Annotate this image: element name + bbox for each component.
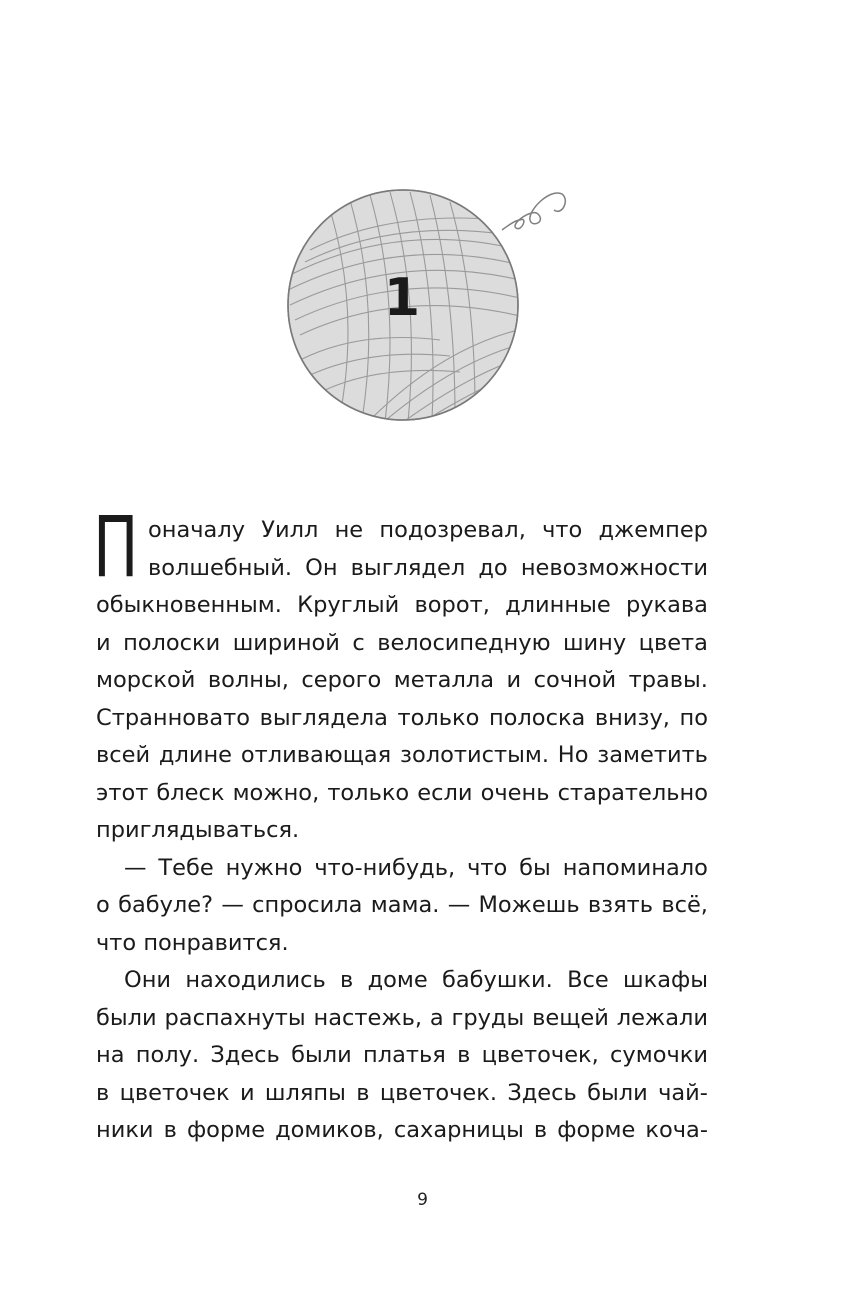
word: сумочки [610, 1042, 708, 1068]
word: форме [557, 1117, 636, 1143]
word: форме [186, 1117, 266, 1143]
word: очень [480, 779, 550, 806]
word: находились [185, 967, 326, 993]
word: по [679, 704, 708, 731]
word: цветочек, [481, 1042, 599, 1068]
text-line [96, 625, 708, 663]
word: волны, [207, 667, 289, 693]
word: груды [451, 1004, 525, 1031]
word: бабушки. [441, 967, 553, 993]
word: доме [367, 967, 428, 993]
word: всей [96, 742, 151, 768]
word: отливающая [240, 742, 392, 768]
text-line [96, 962, 708, 1000]
word: в [356, 1079, 370, 1106]
word: в [96, 1079, 110, 1106]
word: рукава [625, 592, 708, 618]
word: распахнуты [164, 1004, 306, 1031]
word: шляпы [264, 1079, 346, 1106]
word: что-нибудь, [314, 854, 456, 881]
text-line [96, 775, 708, 813]
word: только [397, 704, 480, 731]
word: на [96, 1042, 125, 1068]
word: травы. [628, 667, 708, 693]
word: — [124, 854, 147, 881]
word: о [96, 892, 110, 918]
word: что [467, 854, 508, 881]
word: вещей [532, 1004, 609, 1031]
word: джемпер [598, 517, 708, 543]
word: выглядела [259, 704, 388, 731]
word: были [587, 1079, 648, 1106]
text-line: что понравится. [96, 929, 289, 956]
word: — [447, 892, 471, 918]
text-line [96, 1000, 708, 1038]
word: и [96, 629, 111, 656]
word: оначалу [148, 517, 246, 543]
word: обыкновенным. [96, 592, 282, 618]
body-text [96, 512, 708, 1150]
drop-cap: П [93, 498, 139, 596]
word: полоска [488, 704, 586, 731]
word: внизу, [594, 704, 670, 731]
word: можно, [232, 779, 320, 806]
text-line [96, 1112, 708, 1150]
paragraph [96, 512, 708, 850]
paragraph [96, 850, 708, 963]
word: Все [567, 967, 609, 993]
word: блеск [156, 779, 225, 806]
word: сочной [533, 667, 617, 693]
text-line [96, 550, 708, 588]
word: невозможности [520, 554, 708, 581]
word: бабуле? [118, 892, 214, 918]
word: велосипедную [377, 629, 551, 656]
word: с [352, 629, 365, 656]
word: до [478, 554, 508, 581]
text-line [96, 887, 708, 925]
word: и [239, 1079, 255, 1106]
word: а [429, 1004, 444, 1031]
word: Здесь [507, 1079, 577, 1106]
text-line [96, 850, 708, 888]
word: чай- [658, 1079, 708, 1106]
word: напоминало [562, 854, 708, 881]
word: ники [96, 1117, 154, 1143]
word: подозревал, [379, 517, 526, 543]
word: Уилл [261, 517, 319, 543]
word: мама. [370, 892, 440, 918]
word: если [417, 779, 473, 806]
word: шкафы [623, 967, 708, 993]
word: в [457, 1042, 471, 1068]
word: полу. [135, 1042, 200, 1068]
text-line [96, 1037, 708, 1075]
text-line [96, 700, 708, 738]
word: ворот, [414, 592, 490, 618]
page-number: 9 [417, 1190, 428, 1210]
text-line [96, 1075, 708, 1113]
word: что [542, 517, 583, 543]
word: бы [519, 854, 551, 881]
word: полоски [123, 629, 221, 656]
word: шину [562, 629, 627, 656]
word: старательно [557, 779, 708, 806]
word: Здесь [210, 1042, 280, 1068]
word: длинные [505, 592, 611, 618]
word: не [334, 517, 364, 543]
word: цвета [638, 629, 708, 656]
word: цветочек [119, 1079, 230, 1106]
word: этот [96, 779, 149, 806]
word: взять [587, 892, 654, 918]
word: Можешь [478, 892, 580, 918]
word: домиков, [275, 1117, 384, 1143]
paragraph [96, 962, 708, 1150]
word: морской [96, 667, 196, 693]
word: были [96, 1004, 157, 1031]
word: металла [393, 667, 494, 693]
word: золотистым. [400, 742, 549, 768]
word: коча- [645, 1117, 708, 1143]
word: нужно [225, 854, 303, 881]
text-line: приглядываться. [96, 817, 300, 843]
word: платья [363, 1042, 446, 1068]
word: всё, [661, 892, 708, 918]
word: в [163, 1117, 177, 1143]
text-line [96, 587, 708, 625]
word: Круглый [297, 592, 400, 618]
word: в [533, 1117, 548, 1143]
chapter-number: 1 [383, 268, 421, 328]
text-line [96, 512, 708, 550]
word: шириной [232, 629, 340, 656]
word: серого [301, 667, 382, 693]
word: Странновато [96, 704, 250, 731]
word: были [291, 1042, 352, 1068]
word: цветочек. [379, 1079, 497, 1106]
word: только [327, 779, 410, 806]
word: выглядел [350, 554, 466, 581]
word: лежали [616, 1004, 708, 1031]
word: волшебный. [148, 554, 292, 581]
word: Тебе [158, 854, 214, 881]
word: сахарницы [393, 1117, 524, 1143]
word: в [340, 967, 354, 993]
word: заметить [597, 742, 708, 768]
word: спросила [252, 892, 363, 918]
word: — [221, 892, 244, 918]
text-line [96, 662, 708, 700]
word: длине [158, 742, 233, 768]
text-line [96, 737, 708, 775]
word: и [506, 667, 522, 693]
word: Они [124, 967, 172, 993]
word: Но [557, 742, 589, 768]
word: настежь, [313, 1004, 423, 1031]
word: Он [305, 554, 338, 581]
